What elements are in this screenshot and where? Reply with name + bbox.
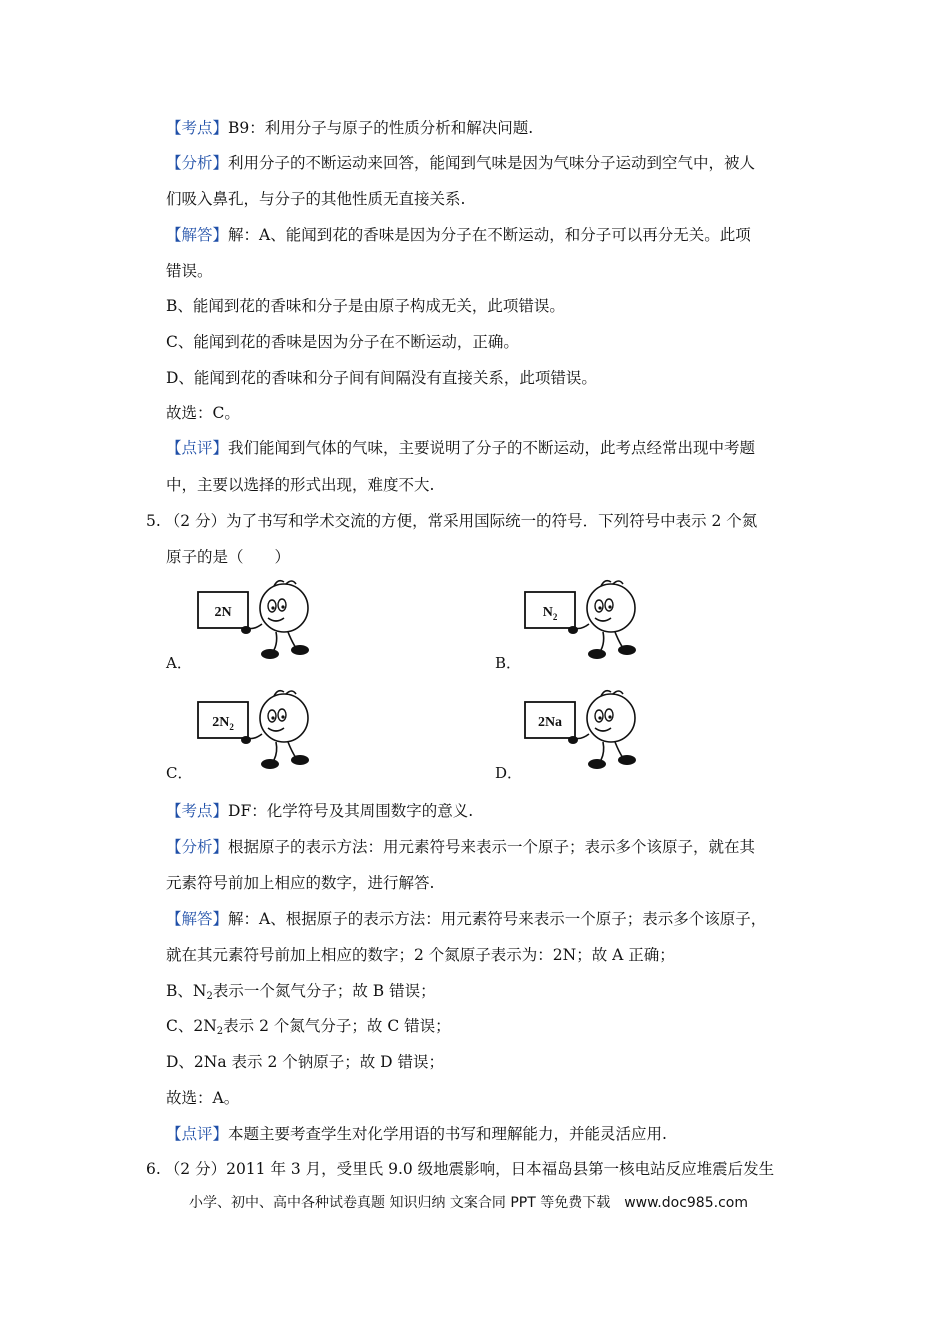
q5-answer: 故选：A。 <box>166 1089 240 1107</box>
jieda-b-post: 表示一个氮气分子；故 B 错误； <box>212 982 436 1000</box>
q5-jieda-d: D、2Na 表示 2 个钠原子；故 D 错误； <box>166 1053 445 1071</box>
dianping-tag: 【点评】 <box>166 1125 229 1143</box>
option-d-label[interactable]: D． <box>495 764 523 782</box>
page-footer: 小学、初中、高中各种试卷真题 知识归纳 文案合同 PPT 等免费下载 www.doc985.com <box>189 1195 748 1211</box>
q5-jieda-cont: 就在其元素符号前加上相应的数字；2 个氮原子表示为：2N；故 A 正确； <box>166 946 675 964</box>
q5-jieda <box>166 909 766 929</box>
option-d-figure <box>523 688 643 778</box>
fenxi-tag: 【分析】 <box>166 154 229 172</box>
jieda-b-sub: 2 <box>206 991 213 1002</box>
q4-dianping-cont: 中，主要以选择的形式出现，难度不大. <box>166 476 435 494</box>
option-b-figure <box>523 578 643 668</box>
jieda-c-post: 表示 2 个氮气分子；故 C 错误； <box>223 1017 451 1035</box>
jieda-text: 解：A、根据原子的表示方法：用元素符号来表示一个原子；表示多个该原子， <box>228 910 767 928</box>
q6-number: 6. <box>146 1160 161 1178</box>
sign-text: $2N_2$ <box>212 715 234 732</box>
kaodian-tag: 【考点】 <box>166 802 229 820</box>
kaodian-text: B9：利用分子与原子的性质分析和解决问题. <box>228 119 534 137</box>
fenxi-text: 根据原子的表示方法：用元素符号来表示一个原子；表示多个该原子，就在其 <box>228 838 756 856</box>
q5-fenxi <box>166 837 755 857</box>
cartoon-figure-icon <box>196 578 316 664</box>
option-b-label[interactable]: B． <box>495 654 522 672</box>
q4-jieda-c: C、能闻到花的香味是因为分子在不断运动，正确。 <box>166 333 519 351</box>
fenxi-text: 利用分子的不断运动来回答，能闻到气味是因为气味分子运动到空气中，被人 <box>228 154 756 172</box>
q6-stem-text: （2 分）2011 年 3 月，受里氏 9.0 级地震影响，日本福岛县第一核电站反应堆震后发生 <box>164 1160 775 1178</box>
q4-jieda-d: D、能闻到花的香味和分子间有间隔没有直接关系，此项错误。 <box>166 369 597 387</box>
q5-number: 5. <box>146 512 161 530</box>
q5-dianping <box>166 1124 667 1144</box>
sign-text: 2Na <box>537 715 563 730</box>
cartoon-figure-icon <box>196 688 316 774</box>
jieda-b-pre: B、N <box>166 982 207 1000</box>
q5-fenxi-cont: 元素符号前加上相应的数字，进行解答. <box>166 874 435 892</box>
q4-answer: 故选：C。 <box>166 404 240 422</box>
q4-fenxi-cont: 们吸入鼻孔，与分子的其他性质无直接关系. <box>166 190 466 208</box>
jieda-c-pre: C、2N <box>166 1017 217 1035</box>
option-c-figure <box>196 688 316 778</box>
jieda-tag: 【解答】 <box>166 910 229 928</box>
kaodian-text: DF：化学符号及其周围数字的意义. <box>228 802 474 820</box>
q5-jieda-b <box>166 981 436 1007</box>
jieda-tag: 【解答】 <box>166 226 229 244</box>
q4-jieda <box>166 225 751 245</box>
q5-kaodian <box>166 801 473 821</box>
sign-text: 2N <box>214 605 232 620</box>
q5-stem-cont: 原子的是（ ） <box>166 548 291 566</box>
q4-fenxi <box>166 153 755 173</box>
q5-stem <box>146 511 757 531</box>
option-a-label[interactable]: A． <box>166 654 192 672</box>
fenxi-tag: 【分析】 <box>166 838 229 856</box>
q5-stem-text: （2 分）为了书写和学术交流的方便，常采用国际统一的符号．下列符号中表示 2 个氮 <box>164 512 758 530</box>
option-a-figure <box>196 578 316 668</box>
jieda-text: 解：A、能闻到花的香味是因为分子在不断运动，和分子可以再分无关。此项 <box>228 226 751 244</box>
q4-jieda-b: B、能闻到花的香味和分子是由原子构成无关，此项错误。 <box>166 297 565 315</box>
q4-jieda-cont: 错误。 <box>166 262 213 280</box>
q4-kaodian <box>166 118 533 138</box>
dianping-text: 本题主要考查学生对化学用语的书写和理解能力，并能灵活应用. <box>228 1125 667 1143</box>
option-c-label[interactable]: C． <box>166 764 193 782</box>
q6-stem <box>146 1159 774 1179</box>
dianping-text: 我们能闻到气体的气味，主要说明了分子的不断运动，此考点经常出现中考题 <box>228 439 756 457</box>
q4-dianping <box>166 438 755 458</box>
cartoon-figure-icon <box>523 688 643 774</box>
cartoon-figure-icon <box>523 578 643 664</box>
dianping-tag: 【点评】 <box>166 439 229 457</box>
jieda-c-sub: 2 <box>216 1026 224 1037</box>
sign-text: $N_2$ <box>542 605 558 622</box>
kaodian-tag: 【考点】 <box>166 119 229 137</box>
q5-jieda-c <box>166 1016 451 1042</box>
